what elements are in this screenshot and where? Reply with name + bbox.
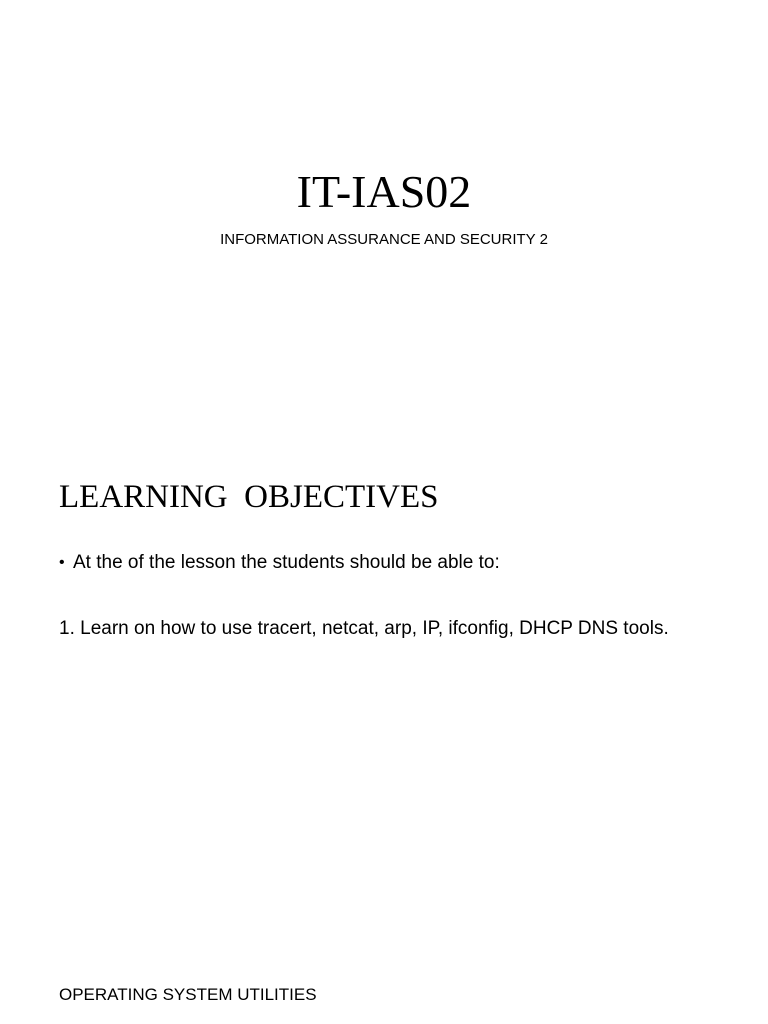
course-name-subtitle: INFORMATION ASSURANCE AND SECURITY 2	[220, 231, 548, 248]
objectives-intro-bullet	[59, 550, 500, 576]
course-code-title: IT-IAS02	[296, 166, 472, 217]
next-section-title: OPERATING SYSTEM UTILITIES	[59, 985, 317, 1004]
objectives-intro-text: At the of the lesson the students should be able to:	[73, 552, 500, 573]
bullet-icon: •	[59, 554, 65, 571]
learning-objectives-heading: LEARNING OBJECTIVES	[59, 479, 439, 515]
objective-item-1: 1. Learn on how to use tracert, netcat, arp, IP, ifconfig, DHCP DNS tools.	[59, 618, 669, 639]
